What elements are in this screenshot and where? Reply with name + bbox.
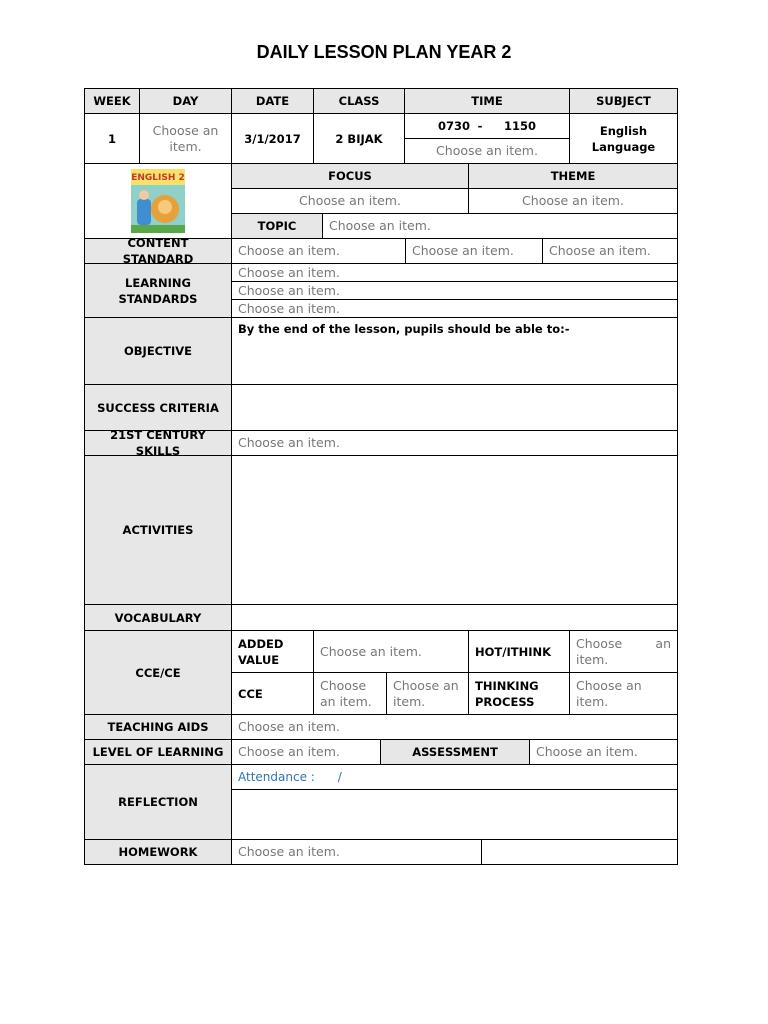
activities-label: ACTIVITIES	[84, 455, 232, 605]
learning-standard-select-1[interactable]: Choose an item.	[231, 263, 678, 282]
time-separator: -	[477, 119, 483, 133]
date-value: 3/1/2017	[231, 113, 314, 164]
content-standard-label: CONTENT STANDARD	[84, 238, 232, 264]
header-subject: SUBJECT	[569, 88, 678, 114]
level-of-learning-label: LEVEL OF LEARNING	[84, 739, 232, 765]
week-value: 1	[84, 113, 140, 164]
header-date: DATE	[231, 88, 314, 114]
textbook-cover-image	[131, 169, 185, 233]
header-time: TIME	[404, 88, 570, 114]
skills-select[interactable]: Choose an item.	[231, 430, 678, 456]
activities-field[interactable]	[231, 455, 678, 605]
cce-select-1[interactable]: Choose an item.	[313, 672, 387, 715]
header-class: CLASS	[313, 88, 405, 114]
focus-label: FOCUS	[231, 163, 469, 189]
cce-label: CCE	[231, 672, 314, 715]
teaching-aids-select[interactable]: Choose an item.	[231, 714, 678, 740]
objective-label: OBJECTIVE	[84, 317, 232, 385]
hot-ithink-select[interactable]: Choose an item.	[569, 630, 678, 673]
added-value-select[interactable]: Choose an item.	[313, 630, 469, 673]
skills-label: 21ST CENTURY SKILLS	[84, 430, 232, 456]
reflection-label: REFLECTION	[84, 764, 232, 840]
objective-field[interactable]: By the end of the lesson, pupils should be able to:-	[231, 317, 678, 385]
cce-ce-label: CCE/CE	[84, 630, 232, 715]
success-criteria-label: SUCCESS CRITERIA	[84, 384, 232, 431]
content-standard-select-1[interactable]: Choose an item.	[231, 238, 406, 264]
vocabulary-field[interactable]	[231, 604, 678, 631]
thinking-process-label: THINKING PROCESS	[468, 672, 570, 715]
added-value-label: ADDED VALUE	[231, 630, 314, 673]
theme-select[interactable]: Choose an item.	[468, 188, 678, 214]
homework-notes-field[interactable]	[481, 839, 678, 865]
focus-select[interactable]: Choose an item.	[231, 188, 469, 214]
time-start: 0730	[437, 119, 470, 133]
topic-select[interactable]: Choose an item.	[322, 213, 678, 239]
cce-select-2[interactable]: Choose an item.	[386, 672, 469, 715]
theme-label: THEME	[468, 163, 678, 189]
learning-standards-label: LEARNING STANDARDS	[84, 263, 232, 318]
header-day: DAY	[139, 88, 232, 114]
hot-ithink-label: HOT/ITHINK	[468, 630, 570, 673]
book-cover-cell	[84, 163, 232, 239]
assessment-select[interactable]: Choose an item.	[529, 739, 678, 765]
header-week: WEEK	[84, 88, 140, 114]
success-criteria-field[interactable]	[231, 384, 678, 431]
thinking-process-select[interactable]: Choose an item.	[569, 672, 678, 715]
class-value: 2 BIJAK	[313, 113, 405, 164]
content-standard-select-3[interactable]: Choose an item.	[542, 238, 678, 264]
level-of-learning-select[interactable]: Choose an item.	[231, 739, 381, 765]
learning-standard-select-2[interactable]: Choose an item.	[231, 281, 678, 300]
time-select[interactable]: Choose an item.	[404, 138, 570, 164]
teaching-aids-label: TEACHING AIDS	[84, 714, 232, 740]
topic-label: TOPIC	[231, 213, 323, 239]
page-title: DAILY LESSON PLAN YEAR 2	[256, 42, 512, 62]
content-standard-select-2[interactable]: Choose an item.	[405, 238, 543, 264]
learning-standard-select-3[interactable]: Choose an item.	[231, 299, 678, 318]
time-end: 1150	[504, 119, 537, 133]
subject-value: English Language	[569, 113, 678, 164]
assessment-label: ASSESSMENT	[380, 739, 530, 765]
book-cover-title: ENGLISH 2	[131, 173, 185, 183]
homework-label: HOMEWORK	[84, 839, 232, 865]
homework-select[interactable]: Choose an item.	[231, 839, 482, 865]
vocabulary-label: VOCABULARY	[84, 604, 232, 631]
attendance-field[interactable]: Attendance : /	[231, 764, 678, 790]
time-value	[404, 113, 570, 139]
reflection-field[interactable]	[231, 789, 678, 840]
day-select[interactable]: Choose an item.	[139, 113, 232, 164]
